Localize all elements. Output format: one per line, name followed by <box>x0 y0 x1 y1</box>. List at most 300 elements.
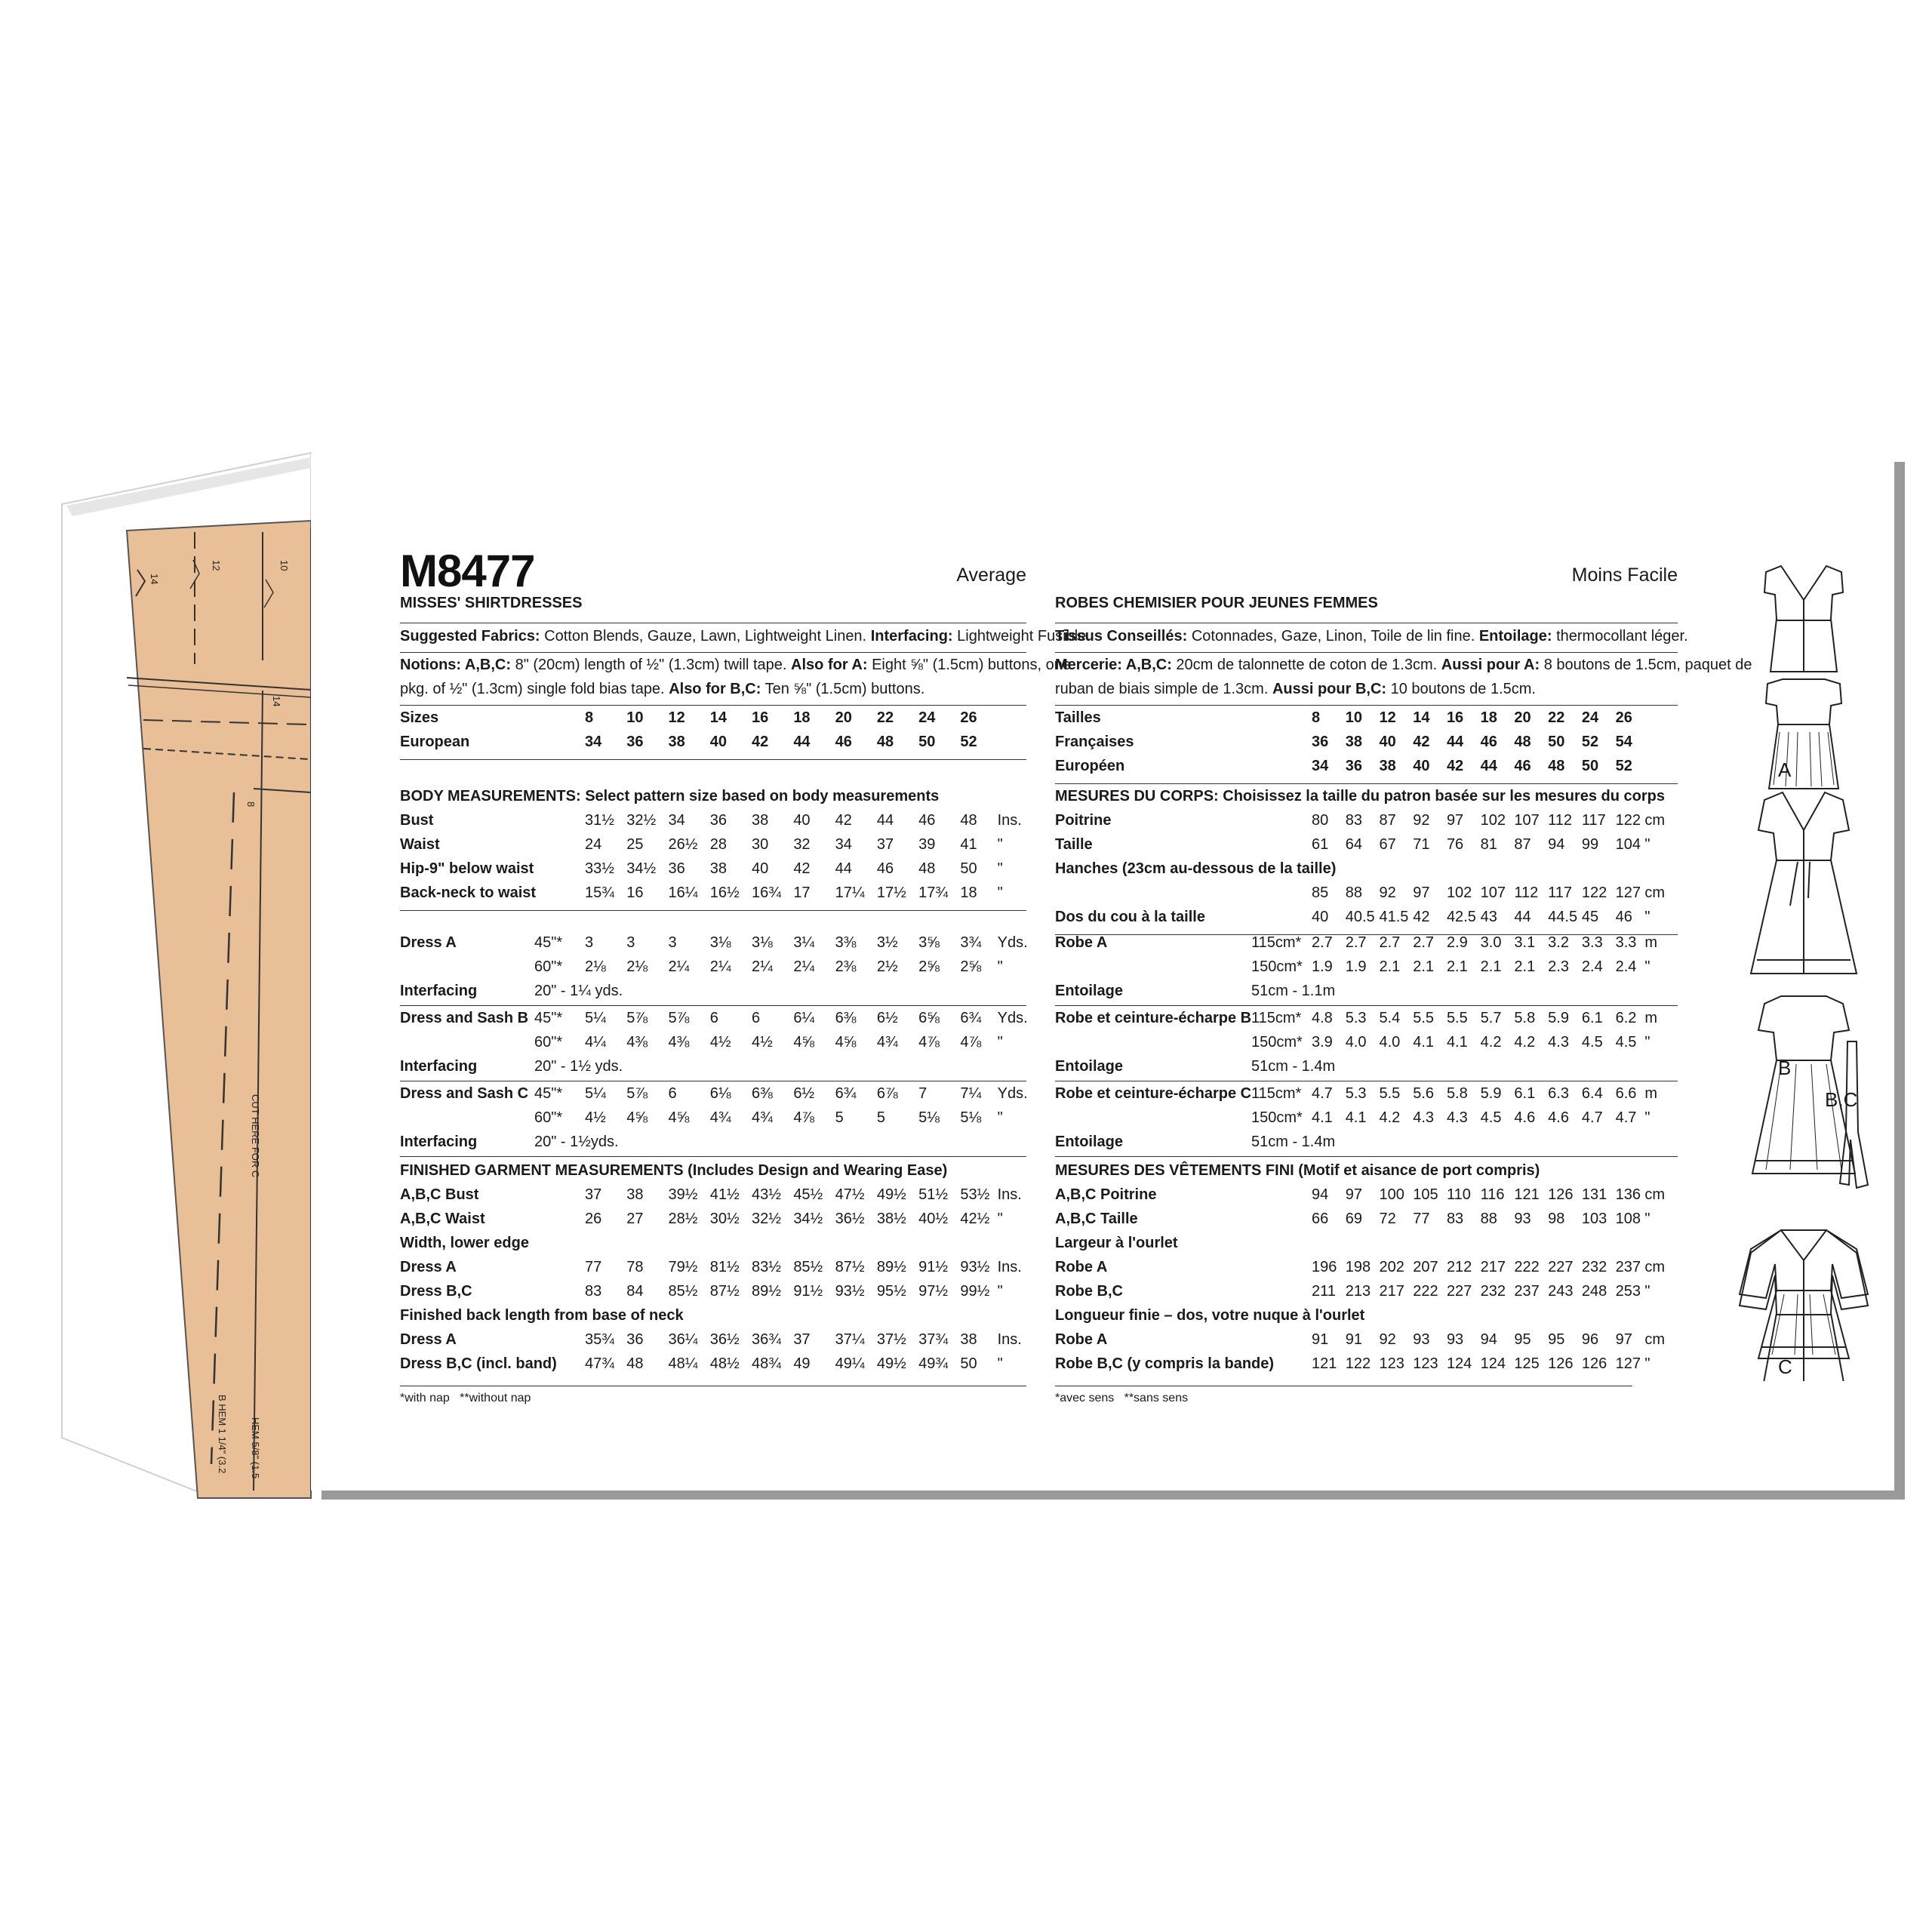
french-cell: 198 <box>1345 1259 1371 1275</box>
french-cell: 4.3 <box>1548 1034 1569 1051</box>
english-cell: 48¾ <box>752 1355 781 1372</box>
english-cell: 3 <box>626 934 635 951</box>
english-cell: 36¾ <box>752 1331 781 1348</box>
french-cell: 122 <box>1345 1355 1371 1372</box>
french-cell: 127 <box>1615 1355 1641 1372</box>
french-cell: 4.0 <box>1379 1034 1401 1051</box>
french-interfacing-row-value: 51cm - 1.4m <box>1251 1058 1336 1075</box>
english-cell: 48 <box>626 1355 644 1372</box>
view-letter-a: A <box>1778 758 1792 781</box>
english-cell: 2⅜ <box>835 958 857 975</box>
english-cell: 42 <box>835 812 852 829</box>
french-cell: 2.1 <box>1379 958 1401 975</box>
english-unit: " <box>997 884 1003 901</box>
english-cell: 3 <box>668 934 677 951</box>
french-cell: 77 <box>1413 1211 1430 1227</box>
english-cell: 4⅝ <box>835 1034 857 1051</box>
french-cell: 80 <box>1312 812 1329 829</box>
english-cell: 93½ <box>835 1283 865 1300</box>
french-cell: 227 <box>1446 1283 1472 1300</box>
french-cell: 4.6 <box>1548 1109 1569 1126</box>
english-unit: " <box>997 860 1003 877</box>
english-cell: 34 <box>835 836 852 853</box>
english-cell: 6⅜ <box>835 1010 857 1026</box>
french-cell: 123 <box>1379 1355 1404 1372</box>
french-also-bc-text: 10 boutons de 1.5cm. <box>1390 681 1536 697</box>
english-row-label: Waist <box>400 836 440 853</box>
english-cell: 5⅞ <box>626 1010 648 1026</box>
english-yardage-view: Dress and Sash C <box>400 1085 529 1102</box>
english-cell: 45½ <box>793 1186 823 1203</box>
english-cell: 7 <box>918 1085 928 1102</box>
english-cell: 4¼ <box>585 1034 606 1051</box>
english-cell: 8 <box>585 709 594 726</box>
english-cell: 2¼ <box>709 958 731 975</box>
english-cell: 5⅛ <box>960 1109 982 1126</box>
english-cell: 85½ <box>793 1259 823 1275</box>
english-title: MISSES' SHIRTDRESSES <box>400 595 583 611</box>
english-cell: 89½ <box>752 1283 781 1300</box>
english-cell: 38 <box>752 812 769 829</box>
french-cell: 2.1 <box>1480 958 1502 975</box>
english-cell: 79½ <box>668 1259 698 1275</box>
french-cell: 76 <box>1446 836 1464 853</box>
french-cell: 232 <box>1480 1283 1506 1300</box>
english-fabric-width: 60"* <box>534 1109 563 1126</box>
french-cell: 38 <box>1379 758 1396 774</box>
french-cell: 4.2 <box>1379 1109 1401 1126</box>
english-cell: 4⅜ <box>668 1034 690 1051</box>
french-cell: 8 <box>1312 709 1321 726</box>
english-fabric-width: 45"* <box>534 1010 563 1026</box>
french-unit: " <box>1644 1034 1651 1051</box>
english-cell: 38 <box>626 1186 644 1203</box>
french-cell: 88 <box>1345 884 1362 901</box>
french-cell: 3.3 <box>1615 934 1637 951</box>
english-row-label: Dress B,C <box>400 1283 472 1300</box>
english-cell: 38 <box>960 1331 977 1348</box>
french-cell: 40.5 <box>1345 909 1375 925</box>
french-cell: 43 <box>1480 909 1497 925</box>
french-cell: 227 <box>1548 1259 1574 1275</box>
french-cell: 6.1 <box>1581 1010 1603 1026</box>
english-cell: 6½ <box>876 1010 898 1026</box>
english-cell: 2¼ <box>668 958 690 975</box>
english-cell: 42 <box>793 860 811 877</box>
english-cell: 27 <box>626 1211 644 1227</box>
french-fabric-width: 150cm* <box>1251 1109 1303 1126</box>
french-cell: 104 <box>1615 836 1641 853</box>
pattern-number: M8477 <box>400 546 535 596</box>
english-row-label: Width, lower edge <box>400 1235 529 1251</box>
english-row-label: A,B,C Waist <box>400 1211 485 1227</box>
english-cell: 16½ <box>709 884 740 901</box>
french-cell: 46 <box>1615 909 1632 925</box>
french-cell: 18 <box>1480 709 1497 726</box>
english-cell: 30½ <box>709 1211 740 1227</box>
english-notions-line1 <box>400 657 1071 674</box>
english-also-bc-text: Ten ⅝" (1.5cm) buttons. <box>764 681 925 697</box>
french-unit: cm <box>1644 1186 1666 1203</box>
english-cell: 4½ <box>585 1109 606 1126</box>
english-yardage-view: Dress A <box>400 934 457 951</box>
french-cell: 6.6 <box>1615 1085 1637 1102</box>
english-cell: 48 <box>960 812 977 829</box>
tissue-label-b-hem: B HEM 1 1/4" (3.2 <box>217 1395 228 1474</box>
english-cell: 99½ <box>960 1283 990 1300</box>
english-cell: 3⅝ <box>918 934 940 951</box>
english-cell: 53½ <box>960 1186 990 1203</box>
english-cell: 40 <box>793 812 811 829</box>
english-cell: 46 <box>918 812 936 829</box>
french-cell: 4.2 <box>1480 1034 1502 1051</box>
english-cell: 40 <box>709 734 728 750</box>
english-fabric-width: 45"* <box>534 1085 563 1102</box>
english-cell: 25 <box>626 836 644 853</box>
french-cell: 52 <box>1581 734 1599 750</box>
english-cell: 48 <box>876 734 894 750</box>
english-cell: 4⅝ <box>668 1109 690 1126</box>
english-cell: 37¾ <box>918 1331 949 1348</box>
french-finished-heading: MESURES DES VÊTEMENTS FINI (Motif et aisance de port compris) <box>1055 1162 1540 1179</box>
french-cell: 248 <box>1581 1283 1607 1300</box>
english-cell: 22 <box>876 709 894 726</box>
english-interfacing-row-value: 20" - 1½ yds. <box>534 1058 623 1075</box>
french-cell: 38 <box>1345 734 1362 750</box>
french-unit: " <box>1644 836 1651 853</box>
tissue-label-12: 12 <box>211 560 222 571</box>
french-unit: cm <box>1644 1259 1666 1275</box>
french-cell: 123 <box>1413 1355 1438 1372</box>
english-cell: 24 <box>585 836 602 853</box>
french-row-label: Robe A <box>1055 1259 1108 1275</box>
french-unit: " <box>1644 1355 1651 1372</box>
french-cell: 5.8 <box>1514 1010 1536 1026</box>
english-cell: 44 <box>835 860 852 877</box>
english-cell: 47¾ <box>585 1355 614 1372</box>
english-cell: 83½ <box>752 1259 781 1275</box>
english-cell: 44 <box>793 734 811 750</box>
french-cell: 87 <box>1379 812 1396 829</box>
english-cell: 2⅛ <box>585 958 606 975</box>
english-notions-label: Notions: A,B,C: <box>400 657 512 673</box>
french-row-label: Robe A <box>1055 1331 1108 1348</box>
english-cell: 14 <box>709 709 728 726</box>
english-cell: 5⅞ <box>626 1085 648 1102</box>
french-cell: 5.8 <box>1446 1085 1468 1102</box>
english-cell: 50 <box>960 1355 977 1372</box>
french-cell: 97 <box>1615 1331 1632 1348</box>
french-rule-fabrics <box>1055 652 1678 653</box>
french-cell: 2.4 <box>1615 958 1637 975</box>
french-unit: cm <box>1644 1331 1666 1348</box>
french-cell: 54 <box>1615 734 1632 750</box>
tissue-label-14b: 14 <box>271 696 282 707</box>
french-row-label: Tailles <box>1055 709 1101 726</box>
english-cell: 4¾ <box>709 1109 731 1126</box>
french-cell: 5.7 <box>1480 1010 1502 1026</box>
french-cell: 122 <box>1581 884 1607 901</box>
english-row-label: Sizes <box>400 709 439 726</box>
english-cell: 6 <box>752 1010 761 1026</box>
english-cell: 40 <box>752 860 769 877</box>
french-cell: 2.1 <box>1514 958 1536 975</box>
french-cell: 237 <box>1615 1259 1641 1275</box>
english-cell: 47½ <box>835 1186 865 1203</box>
french-cell: 6.4 <box>1581 1085 1603 1102</box>
french-cell: 36 <box>1345 758 1362 774</box>
english-cell: 5¼ <box>585 1010 606 1026</box>
english-unit: Ins. <box>997 1259 1022 1275</box>
english-also-a-text: Eight ⅝" (1.5cm) buttons, one <box>872 657 1071 673</box>
view-a-front-drawing <box>1764 566 1843 672</box>
english-interfacing-label: Interfacing: <box>870 628 953 645</box>
english-row-label: Hip-9" below waist <box>400 860 534 877</box>
view-b-back-drawing <box>1752 996 1858 1174</box>
french-fabric-width: 115cm* <box>1251 1085 1302 1102</box>
english-row-label: European <box>400 734 470 750</box>
english-notions-line2 <box>400 681 924 698</box>
english-unit: Yds. <box>997 1010 1028 1026</box>
english-finished-heading: FINISHED GARMENT MEASUREMENTS (Includes Design and Wearing Ease) <box>400 1162 948 1179</box>
english-cell: 3 <box>585 934 594 951</box>
english-cell: 49¾ <box>918 1355 949 1372</box>
english-unit: " <box>997 1283 1003 1300</box>
english-cell: 44 <box>876 812 894 829</box>
french-row-label: Européen <box>1055 758 1125 774</box>
english-cell: 36¼ <box>668 1331 698 1348</box>
english-cell: 43½ <box>752 1186 781 1203</box>
french-body-heading: MESURES DU CORPS: Choisissez la taille du patron basée sur les mesures du corps <box>1055 788 1666 804</box>
english-rule-body <box>400 910 1026 911</box>
tissue-label-cut-here: CUT HERE FOR C <box>250 1094 261 1178</box>
french-cell: 126 <box>1548 1186 1574 1203</box>
french-cell: 44 <box>1514 909 1531 925</box>
french-yardage-view: Robe et ceinture-écharpe B <box>1055 1010 1252 1026</box>
english-cell: 2⅝ <box>960 958 982 975</box>
french-row-label: A,B,C Taille <box>1055 1211 1138 1227</box>
english-cell: 16 <box>752 709 769 726</box>
french-cell: 6.3 <box>1548 1085 1569 1102</box>
french-unit: " <box>1644 909 1651 925</box>
english-interfacing-row-value: 20" - 1¼ yds. <box>534 983 623 999</box>
french-notions-line1 <box>1055 657 1752 674</box>
english-cell: 46 <box>835 734 852 750</box>
french-cell: 126 <box>1548 1355 1574 1372</box>
french-cell: 5.6 <box>1413 1085 1435 1102</box>
english-cell: 34½ <box>793 1211 823 1227</box>
english-cell: 49¼ <box>835 1355 865 1372</box>
french-cell: 4.7 <box>1581 1109 1603 1126</box>
french-cell: 3.3 <box>1581 934 1603 951</box>
english-cell: 18 <box>793 709 811 726</box>
french-cell: 88 <box>1480 1211 1497 1227</box>
french-cell: 222 <box>1514 1259 1540 1275</box>
tissue-label-hem: HEM 5/8" (1.5 <box>250 1417 261 1479</box>
english-cell: 36 <box>626 1331 644 1348</box>
french-cell: 126 <box>1581 1355 1607 1372</box>
english-cell: 4¾ <box>752 1109 773 1126</box>
french-row-label: Longueur finie – dos, votre nuque à l'ourlet <box>1055 1307 1365 1324</box>
french-cell: 1.9 <box>1312 958 1333 975</box>
english-rule-yardage <box>400 1005 1026 1006</box>
english-row-label: Finished back length from base of neck <box>400 1307 684 1324</box>
french-cell: 50 <box>1548 734 1565 750</box>
french-cell: 107 <box>1480 884 1506 901</box>
english-cell: 30 <box>752 836 769 853</box>
french-cell: 24 <box>1581 709 1599 726</box>
english-cell: 91½ <box>918 1259 949 1275</box>
english-cell: 34 <box>585 734 602 750</box>
english-unit: " <box>997 836 1003 853</box>
english-fabric-width: 45"* <box>534 934 563 951</box>
english-cell: 3⅜ <box>835 934 857 951</box>
french-cell: 237 <box>1514 1283 1540 1300</box>
french-cell: 4.7 <box>1615 1109 1637 1126</box>
french-fabric-width: 115cm* <box>1251 1010 1302 1026</box>
french-row-label: Dos du cou à la taille <box>1055 909 1205 925</box>
french-cell: 69 <box>1345 1211 1362 1227</box>
english-cell: 34½ <box>626 860 657 877</box>
english-cell: 51½ <box>918 1186 949 1203</box>
french-cell: 232 <box>1581 1259 1607 1275</box>
french-cell: 124 <box>1446 1355 1472 1372</box>
english-cell: 38 <box>709 860 728 877</box>
english-cell: 4⅞ <box>960 1034 982 1051</box>
english-cell: 5 <box>835 1109 844 1126</box>
french-cell: 4.3 <box>1413 1109 1435 1126</box>
english-cell: 33½ <box>585 860 614 877</box>
english-cell: 4⅝ <box>626 1109 648 1126</box>
english-interfacing-text: Lightweight Fusible. <box>957 628 1091 645</box>
french-cell: 98 <box>1548 1211 1565 1227</box>
difficulty-level-en: Average <box>956 565 1026 586</box>
english-cell: 36 <box>709 812 728 829</box>
english-cell: 17¼ <box>835 884 865 901</box>
french-cell: 211 <box>1312 1283 1336 1300</box>
english-cell: 31½ <box>585 812 614 829</box>
french-cell: 4.1 <box>1446 1034 1468 1051</box>
french-cell: 253 <box>1615 1283 1641 1300</box>
english-fabrics <box>400 628 1091 645</box>
french-cell: 127 <box>1615 884 1641 901</box>
french-cell: 3.0 <box>1480 934 1502 951</box>
english-unit: " <box>997 1211 1003 1227</box>
tissue-label-8: 8 <box>245 801 257 808</box>
french-cell: 48 <box>1548 758 1565 774</box>
french-interfacing-row-value: 51cm - 1.4m <box>1251 1134 1336 1150</box>
french-interfacing-row-label: Entoilage <box>1055 983 1124 999</box>
english-cell: 17¾ <box>918 884 949 901</box>
english-row-label: Bust <box>400 812 434 829</box>
french-cell: 2.4 <box>1581 958 1603 975</box>
tissue-label-14a: 14 <box>149 574 160 585</box>
english-cell: 2⅝ <box>918 958 940 975</box>
english-unit: Ins. <box>997 812 1022 829</box>
english-cell: 5¼ <box>585 1085 606 1102</box>
french-cell: 95 <box>1548 1331 1565 1348</box>
english-cell: 4⅜ <box>626 1034 648 1051</box>
french-cell: 42.5 <box>1446 909 1476 925</box>
sash-drawing <box>1840 1041 1868 1188</box>
french-cell: 94 <box>1312 1186 1329 1203</box>
english-fabric-width: 60"* <box>534 1034 563 1051</box>
french-cell: 83 <box>1446 1211 1464 1227</box>
french-cell: 217 <box>1480 1259 1506 1275</box>
french-fabric-width: 115cm* <box>1251 934 1302 951</box>
french-cell: 131 <box>1581 1186 1607 1203</box>
french-cell: 85 <box>1312 884 1329 901</box>
english-cell: 3⅛ <box>752 934 773 951</box>
french-cell: 95 <box>1514 1331 1531 1348</box>
french-cell: 105 <box>1413 1186 1438 1203</box>
english-row-label: Dress B,C (incl. band) <box>400 1355 557 1372</box>
english-cell: 3¾ <box>960 934 982 951</box>
english-cell: 48¼ <box>668 1355 698 1372</box>
english-cell: 37 <box>876 836 894 853</box>
french-cell: 5.5 <box>1379 1085 1401 1102</box>
english-cell: 2¼ <box>793 958 815 975</box>
english-rule-yardage <box>400 1156 1026 1157</box>
english-cell: 3½ <box>876 934 898 951</box>
french-row-label: Robe B,C (y compris la bande) <box>1055 1355 1275 1372</box>
english-cell: 6¾ <box>835 1085 857 1102</box>
french-interfacing-row-label: Entoilage <box>1055 1134 1124 1150</box>
english-cell: 4⅝ <box>793 1034 815 1051</box>
english-rule-sizes <box>400 759 1026 760</box>
french-footnote: *avec sens **sans sens <box>1055 1392 1189 1404</box>
english-cell: 34 <box>668 812 685 829</box>
french-fabrics <box>1055 628 1688 645</box>
french-cell: 22 <box>1548 709 1565 726</box>
english-cell: 6 <box>668 1085 677 1102</box>
french-rule-sizes <box>1055 783 1678 784</box>
english-cell: 6¼ <box>793 1010 815 1026</box>
french-fabrics-text: Cotonnades, Gaze, Linon, Toile de lin fine. <box>1191 628 1475 645</box>
french-cell: 196 <box>1312 1259 1337 1275</box>
french-cell: 213 <box>1345 1283 1371 1300</box>
french-cell: 112 <box>1548 812 1573 829</box>
french-cell: 3.9 <box>1312 1034 1333 1051</box>
french-interfacing-row-value: 51cm - 1.1m <box>1251 983 1336 999</box>
french-cell: 5.3 <box>1345 1085 1367 1102</box>
french-cell: 4.5 <box>1480 1109 1502 1126</box>
french-cell: 44 <box>1446 734 1464 750</box>
french-cell: 44.5 <box>1548 909 1578 925</box>
french-unit: cm <box>1644 812 1666 829</box>
french-cell: 81 <box>1480 836 1497 853</box>
french-cell: 40 <box>1413 758 1430 774</box>
french-cell: 45 <box>1581 909 1599 925</box>
french-cell: 5.3 <box>1345 1010 1367 1026</box>
english-row-label: Back-neck to waist <box>400 884 537 901</box>
english-cell: 49 <box>793 1355 811 1372</box>
english-cell: 77 <box>585 1259 602 1275</box>
english-cell: 95½ <box>876 1283 906 1300</box>
english-cell: 18 <box>960 884 977 901</box>
french-cell: 4.1 <box>1413 1034 1435 1051</box>
french-unit: m <box>1644 1085 1658 1102</box>
french-cell: 94 <box>1480 1331 1497 1348</box>
french-cell: 87 <box>1514 836 1531 853</box>
french-cell: 10 <box>1345 709 1362 726</box>
english-cell: 81½ <box>709 1259 740 1275</box>
english-row-label: Dress A <box>400 1259 457 1275</box>
english-cell: 85½ <box>668 1283 698 1300</box>
french-cell: 222 <box>1413 1283 1438 1300</box>
french-cell: 14 <box>1413 709 1430 726</box>
english-cell: 16¼ <box>668 884 698 901</box>
